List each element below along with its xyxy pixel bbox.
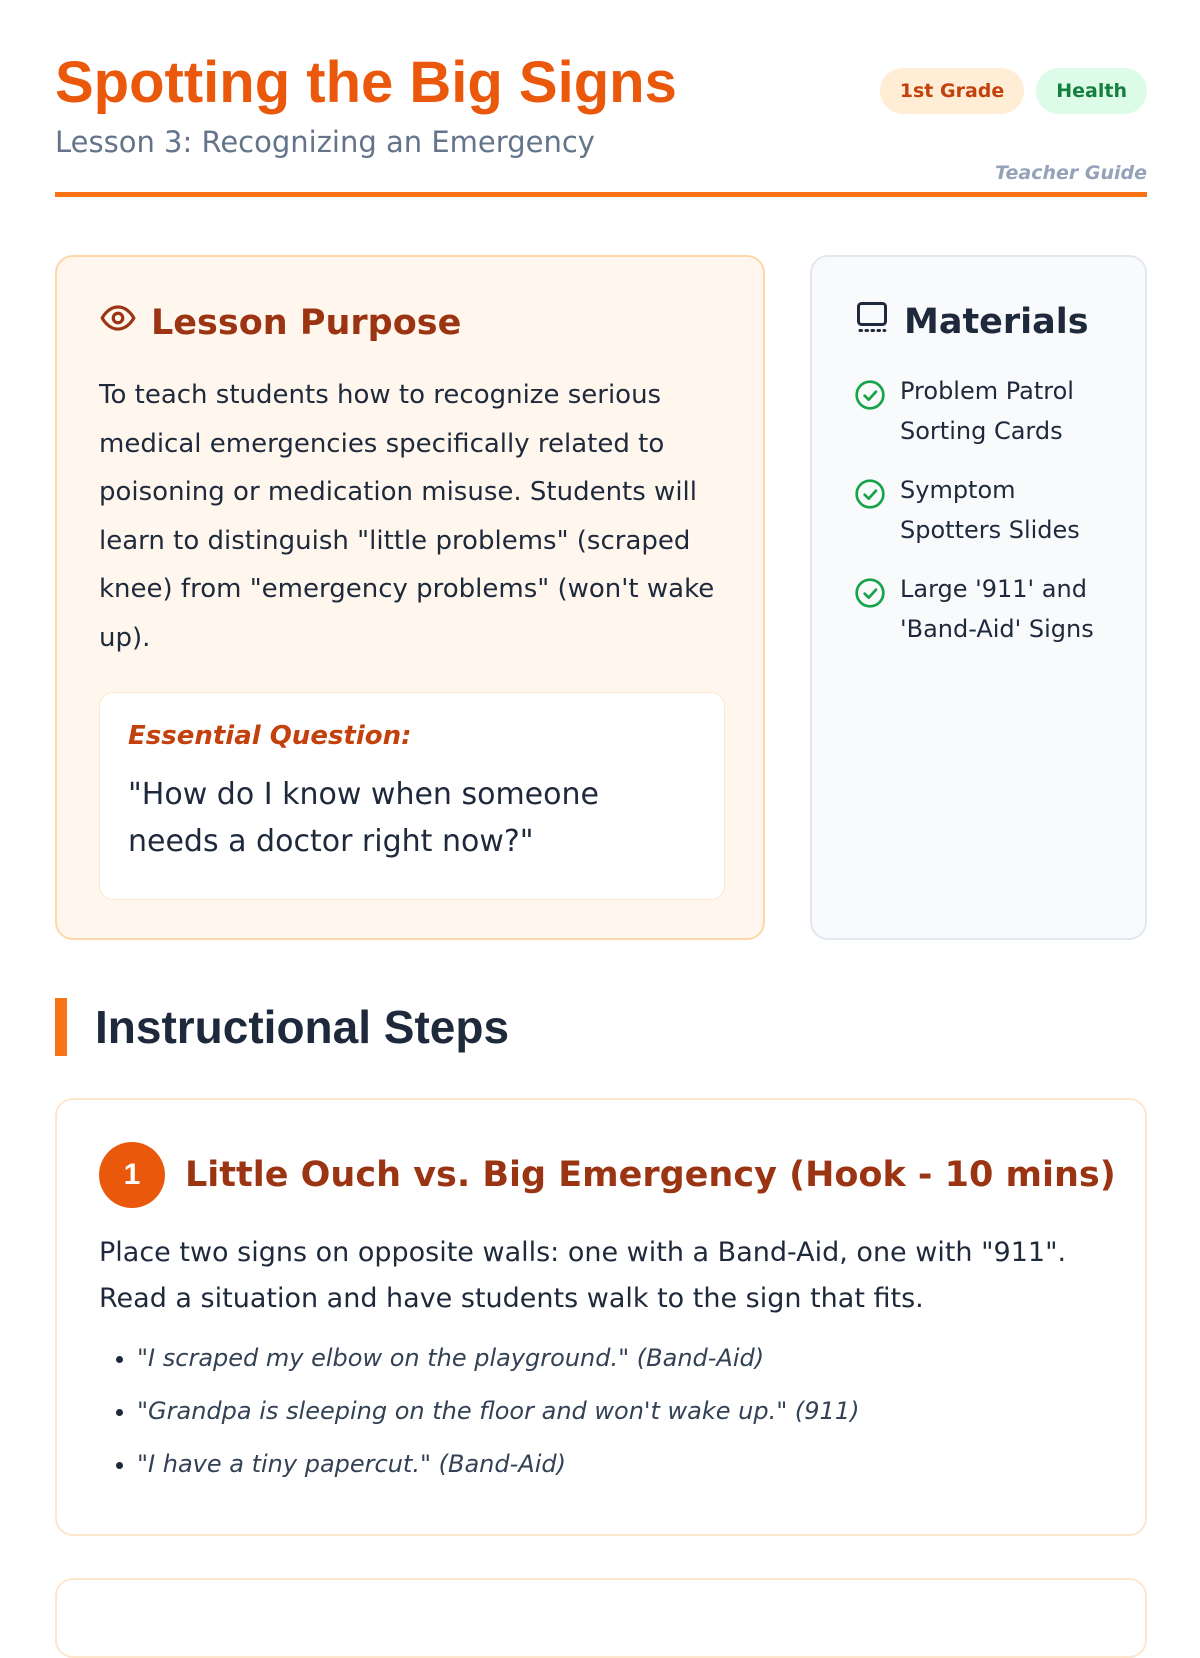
materials-card	[810, 255, 1147, 940]
essential-question-box	[99, 692, 725, 900]
step-header	[99, 1142, 1116, 1208]
list-item: • "I scraped my elbow on the playground." (Band-Aid)	[137, 1332, 859, 1385]
material-label: Problem Patrol Sorting Cards	[900, 377, 1074, 445]
lesson-purpose-text: To teach students how to recognize serious medical emergencies specifically related to poisoning or medication misuse. Students will learn to distinguish "little problems" (scraped knee) from "emergency problems" (won't wake up).	[99, 380, 715, 653]
check-circle-icon	[854, 379, 886, 411]
check-circle-icon	[854, 577, 886, 609]
subject-badge: Health	[1036, 68, 1147, 114]
list-item: • "Grandpa is sleeping on the floor and won't wake up." (911)	[137, 1385, 859, 1438]
step-card-1	[55, 1098, 1147, 1536]
instructional-steps-heading	[55, 998, 509, 1056]
lesson-purpose-card	[55, 255, 765, 940]
list-item: • "I have a tiny papercut." (Band-Aid)	[137, 1438, 859, 1491]
section-accent-bar	[55, 998, 67, 1056]
monitor-icon	[854, 299, 890, 344]
materials-title: Materials	[904, 301, 1089, 342]
badge-group	[880, 68, 1147, 114]
lesson-header	[55, 40, 1147, 200]
lesson-purpose-heading	[99, 299, 461, 346]
section-title: Instructional Steps	[95, 1001, 510, 1053]
material-label: Symptom Spotters Slides	[900, 476, 1080, 544]
essential-question-text: "How do I know when someone needs a doctor right now?"	[128, 777, 599, 859]
teacher-guide-label: Teacher Guide	[995, 162, 1147, 184]
list-item	[854, 570, 1124, 649]
material-label: Large '911' and 'Band-Aid' Signs	[900, 575, 1094, 643]
materials-list	[854, 372, 1124, 669]
step-description: Place two signs on opposite walls: one with a Band-Aid, one with "911". Read a situation and have students walk to the sign that fits.	[99, 1237, 1067, 1314]
materials-heading	[854, 299, 1089, 344]
eye-icon	[99, 299, 137, 346]
lesson-purpose-title: Lesson Purpose	[151, 302, 462, 343]
scenario-list	[99, 1332, 859, 1491]
step-title: Little Ouch vs. Big Emergency (Hook - 10 mins)	[185, 1155, 1116, 1195]
header-divider	[55, 192, 1147, 197]
grade-badge: 1st Grade	[880, 68, 1025, 114]
check-circle-icon	[854, 478, 886, 510]
list-item	[854, 372, 1124, 451]
lesson-subtitle: Lesson 3: Recognizing an Emergency	[55, 125, 595, 159]
step-card-2	[55, 1578, 1147, 1658]
page-title: Spotting the Big Signs	[55, 50, 677, 115]
list-item	[854, 471, 1124, 550]
essential-question-label: Essential Question:	[128, 721, 412, 751]
step-number-badge: 1	[99, 1142, 165, 1208]
